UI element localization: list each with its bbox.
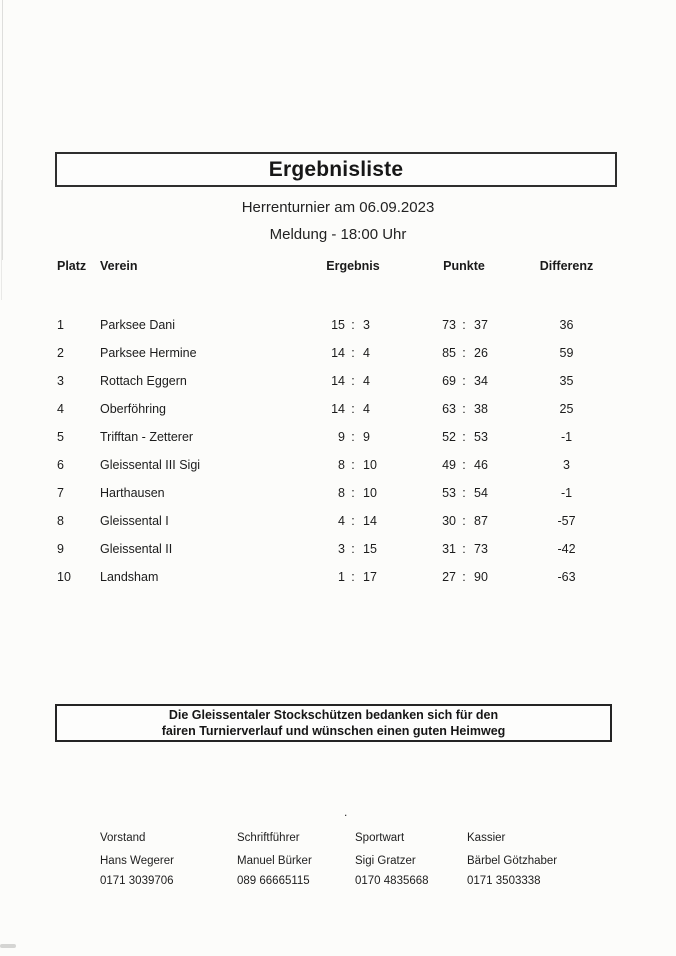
points-away: 73 xyxy=(474,542,488,556)
points-home: 63 xyxy=(442,402,456,416)
colon-separator: : xyxy=(351,374,355,388)
table-row xyxy=(55,479,617,507)
table-body xyxy=(55,311,617,591)
header-spacer xyxy=(391,259,426,273)
contact-role: Schriftführer xyxy=(237,832,300,844)
result-away: 15 xyxy=(363,542,377,556)
colon-separator: : xyxy=(351,570,355,584)
header-verein: Verein xyxy=(100,259,138,273)
points-away: 53 xyxy=(474,430,488,444)
rank-cell: 1 xyxy=(57,318,64,332)
points-home: 52 xyxy=(442,430,456,444)
result-away: 3 xyxy=(363,318,370,332)
colon-separator: : xyxy=(462,318,466,332)
difference-cell: 3 xyxy=(563,458,570,472)
subtitle-tournament: Herrenturnier am 06.09.2023 xyxy=(241,199,435,216)
result-away: 4 xyxy=(363,402,370,416)
points-home: 30 xyxy=(442,514,456,528)
colon-separator: : xyxy=(462,374,466,388)
team-cell: Gleissental III Sigi xyxy=(100,458,201,472)
result-away: 9 xyxy=(363,430,370,444)
rank-cell: 8 xyxy=(57,514,64,528)
stray-dot-mark: . xyxy=(344,805,348,819)
rank-cell: 10 xyxy=(57,570,71,584)
difference-cell: -57 xyxy=(557,514,576,528)
points-away: 46 xyxy=(474,458,488,472)
subtitle-registration: Meldung - 18:00 Uhr xyxy=(269,226,407,243)
difference-cell: -42 xyxy=(557,542,576,556)
header-punkte: Punkte xyxy=(443,259,485,273)
colon-separator: : xyxy=(351,430,355,444)
result-home: 1 xyxy=(338,570,345,584)
table-header-row xyxy=(55,259,617,273)
rank-cell: 3 xyxy=(57,374,64,388)
points-away: 90 xyxy=(474,570,488,584)
points-home: 31 xyxy=(442,542,456,556)
thank-you-notice-box xyxy=(55,704,612,742)
contact-role: Kassier xyxy=(467,832,506,844)
contact-phone: 0170 4835668 xyxy=(355,875,429,887)
contact-phone: 089 66665115 xyxy=(237,875,310,887)
points-home: 49 xyxy=(442,458,456,472)
difference-cell: 35 xyxy=(559,374,574,388)
colon-separator: : xyxy=(462,542,466,556)
team-cell: Rottach Eggern xyxy=(100,374,187,388)
rank-cell: 6 xyxy=(57,458,64,472)
team-cell: Landsham xyxy=(100,570,159,584)
contact-name: Bärbel Götzhaber xyxy=(467,855,558,867)
table-row xyxy=(55,311,617,339)
team-cell: Gleissental I xyxy=(100,514,169,528)
team-cell: Parksee Hermine xyxy=(100,346,197,360)
result-home: 14 xyxy=(331,374,345,388)
colon-separator: : xyxy=(462,458,466,472)
colon-separator: : xyxy=(462,346,466,360)
team-cell: Harthausen xyxy=(100,486,165,500)
result-away: 4 xyxy=(363,346,370,360)
contact-name: Manuel Bürker xyxy=(237,855,312,867)
table-row xyxy=(55,507,617,535)
notice-line-1: Die Gleissentaler Stockschützen bedanken sich für den xyxy=(168,708,499,722)
rank-cell: 4 xyxy=(57,402,64,416)
points-home: 53 xyxy=(442,486,456,500)
points-away: 37 xyxy=(474,318,488,332)
colon-separator: : xyxy=(351,402,355,416)
difference-cell: 25 xyxy=(559,402,574,416)
points-home: 69 xyxy=(442,374,456,388)
header-platz: Platz xyxy=(57,259,87,273)
result-away: 10 xyxy=(363,486,377,500)
table-row xyxy=(55,563,617,591)
rank-cell: 5 xyxy=(57,430,64,444)
title-box xyxy=(55,152,617,187)
colon-separator: : xyxy=(462,570,466,584)
result-away: 14 xyxy=(363,514,377,528)
team-cell: Oberföhring xyxy=(100,402,167,416)
table-row xyxy=(55,535,617,563)
table-row xyxy=(55,395,617,423)
difference-cell: -63 xyxy=(557,570,576,584)
colon-separator: : xyxy=(462,402,466,416)
result-away: 17 xyxy=(363,570,377,584)
result-home: 8 xyxy=(338,486,345,500)
scan-edge-artifact xyxy=(2,0,3,260)
team-cell: Trifftan - Zetterer xyxy=(100,430,194,444)
colon-separator: : xyxy=(351,486,355,500)
scan-smudge-artifact xyxy=(0,944,16,948)
difference-cell: 59 xyxy=(559,346,574,360)
table-row xyxy=(55,367,617,395)
contact-role: Vorstand xyxy=(100,832,146,844)
notice-line-2: fairen Turnierverlauf und wünschen einen guten Heimweg xyxy=(161,724,506,738)
points-away: 38 xyxy=(474,402,488,416)
header-ergebnis: Ergebnis xyxy=(326,259,380,273)
colon-separator: : xyxy=(351,458,355,472)
colon-separator: : xyxy=(351,542,355,556)
result-away: 10 xyxy=(363,458,377,472)
difference-cell: -1 xyxy=(560,486,573,500)
page-title: Ergebnisliste xyxy=(268,157,404,181)
points-away: 54 xyxy=(474,486,488,500)
table-row xyxy=(55,423,617,451)
result-home: 14 xyxy=(331,346,345,360)
points-away: 87 xyxy=(474,514,488,528)
result-home: 4 xyxy=(338,514,345,528)
colon-separator: : xyxy=(351,514,355,528)
result-away: 4 xyxy=(363,374,370,388)
header-differenz: Differenz xyxy=(539,259,594,273)
points-away: 26 xyxy=(474,346,488,360)
colon-separator: : xyxy=(351,346,355,360)
rank-cell: 9 xyxy=(57,542,64,556)
team-cell: Gleissental II xyxy=(100,542,173,556)
difference-cell: 36 xyxy=(559,318,574,332)
colon-separator: : xyxy=(351,318,355,332)
rank-cell: 7 xyxy=(57,486,64,500)
difference-cell: -1 xyxy=(560,430,573,444)
rank-cell: 2 xyxy=(57,346,64,360)
points-home: 73 xyxy=(442,318,456,332)
result-home: 8 xyxy=(338,458,345,472)
contact-phone: 0171 3039706 xyxy=(100,875,174,887)
contact-name: Sigi Gratzer xyxy=(355,855,416,867)
colon-separator: : xyxy=(462,486,466,500)
result-home: 15 xyxy=(331,318,345,332)
result-home: 14 xyxy=(331,402,345,416)
result-home: 9 xyxy=(338,430,345,444)
points-away: 34 xyxy=(474,374,488,388)
team-cell: Parksee Dani xyxy=(100,318,176,332)
contact-name: Hans Wegerer xyxy=(100,855,174,867)
table-row xyxy=(55,339,617,367)
contact-role: Sportwart xyxy=(355,832,405,844)
points-home: 27 xyxy=(442,570,456,584)
colon-separator: : xyxy=(462,514,466,528)
colon-separator: : xyxy=(462,430,466,444)
table-row xyxy=(55,451,617,479)
contact-phone: 0171 3503338 xyxy=(467,875,541,887)
result-home: 3 xyxy=(338,542,345,556)
points-home: 85 xyxy=(442,346,456,360)
